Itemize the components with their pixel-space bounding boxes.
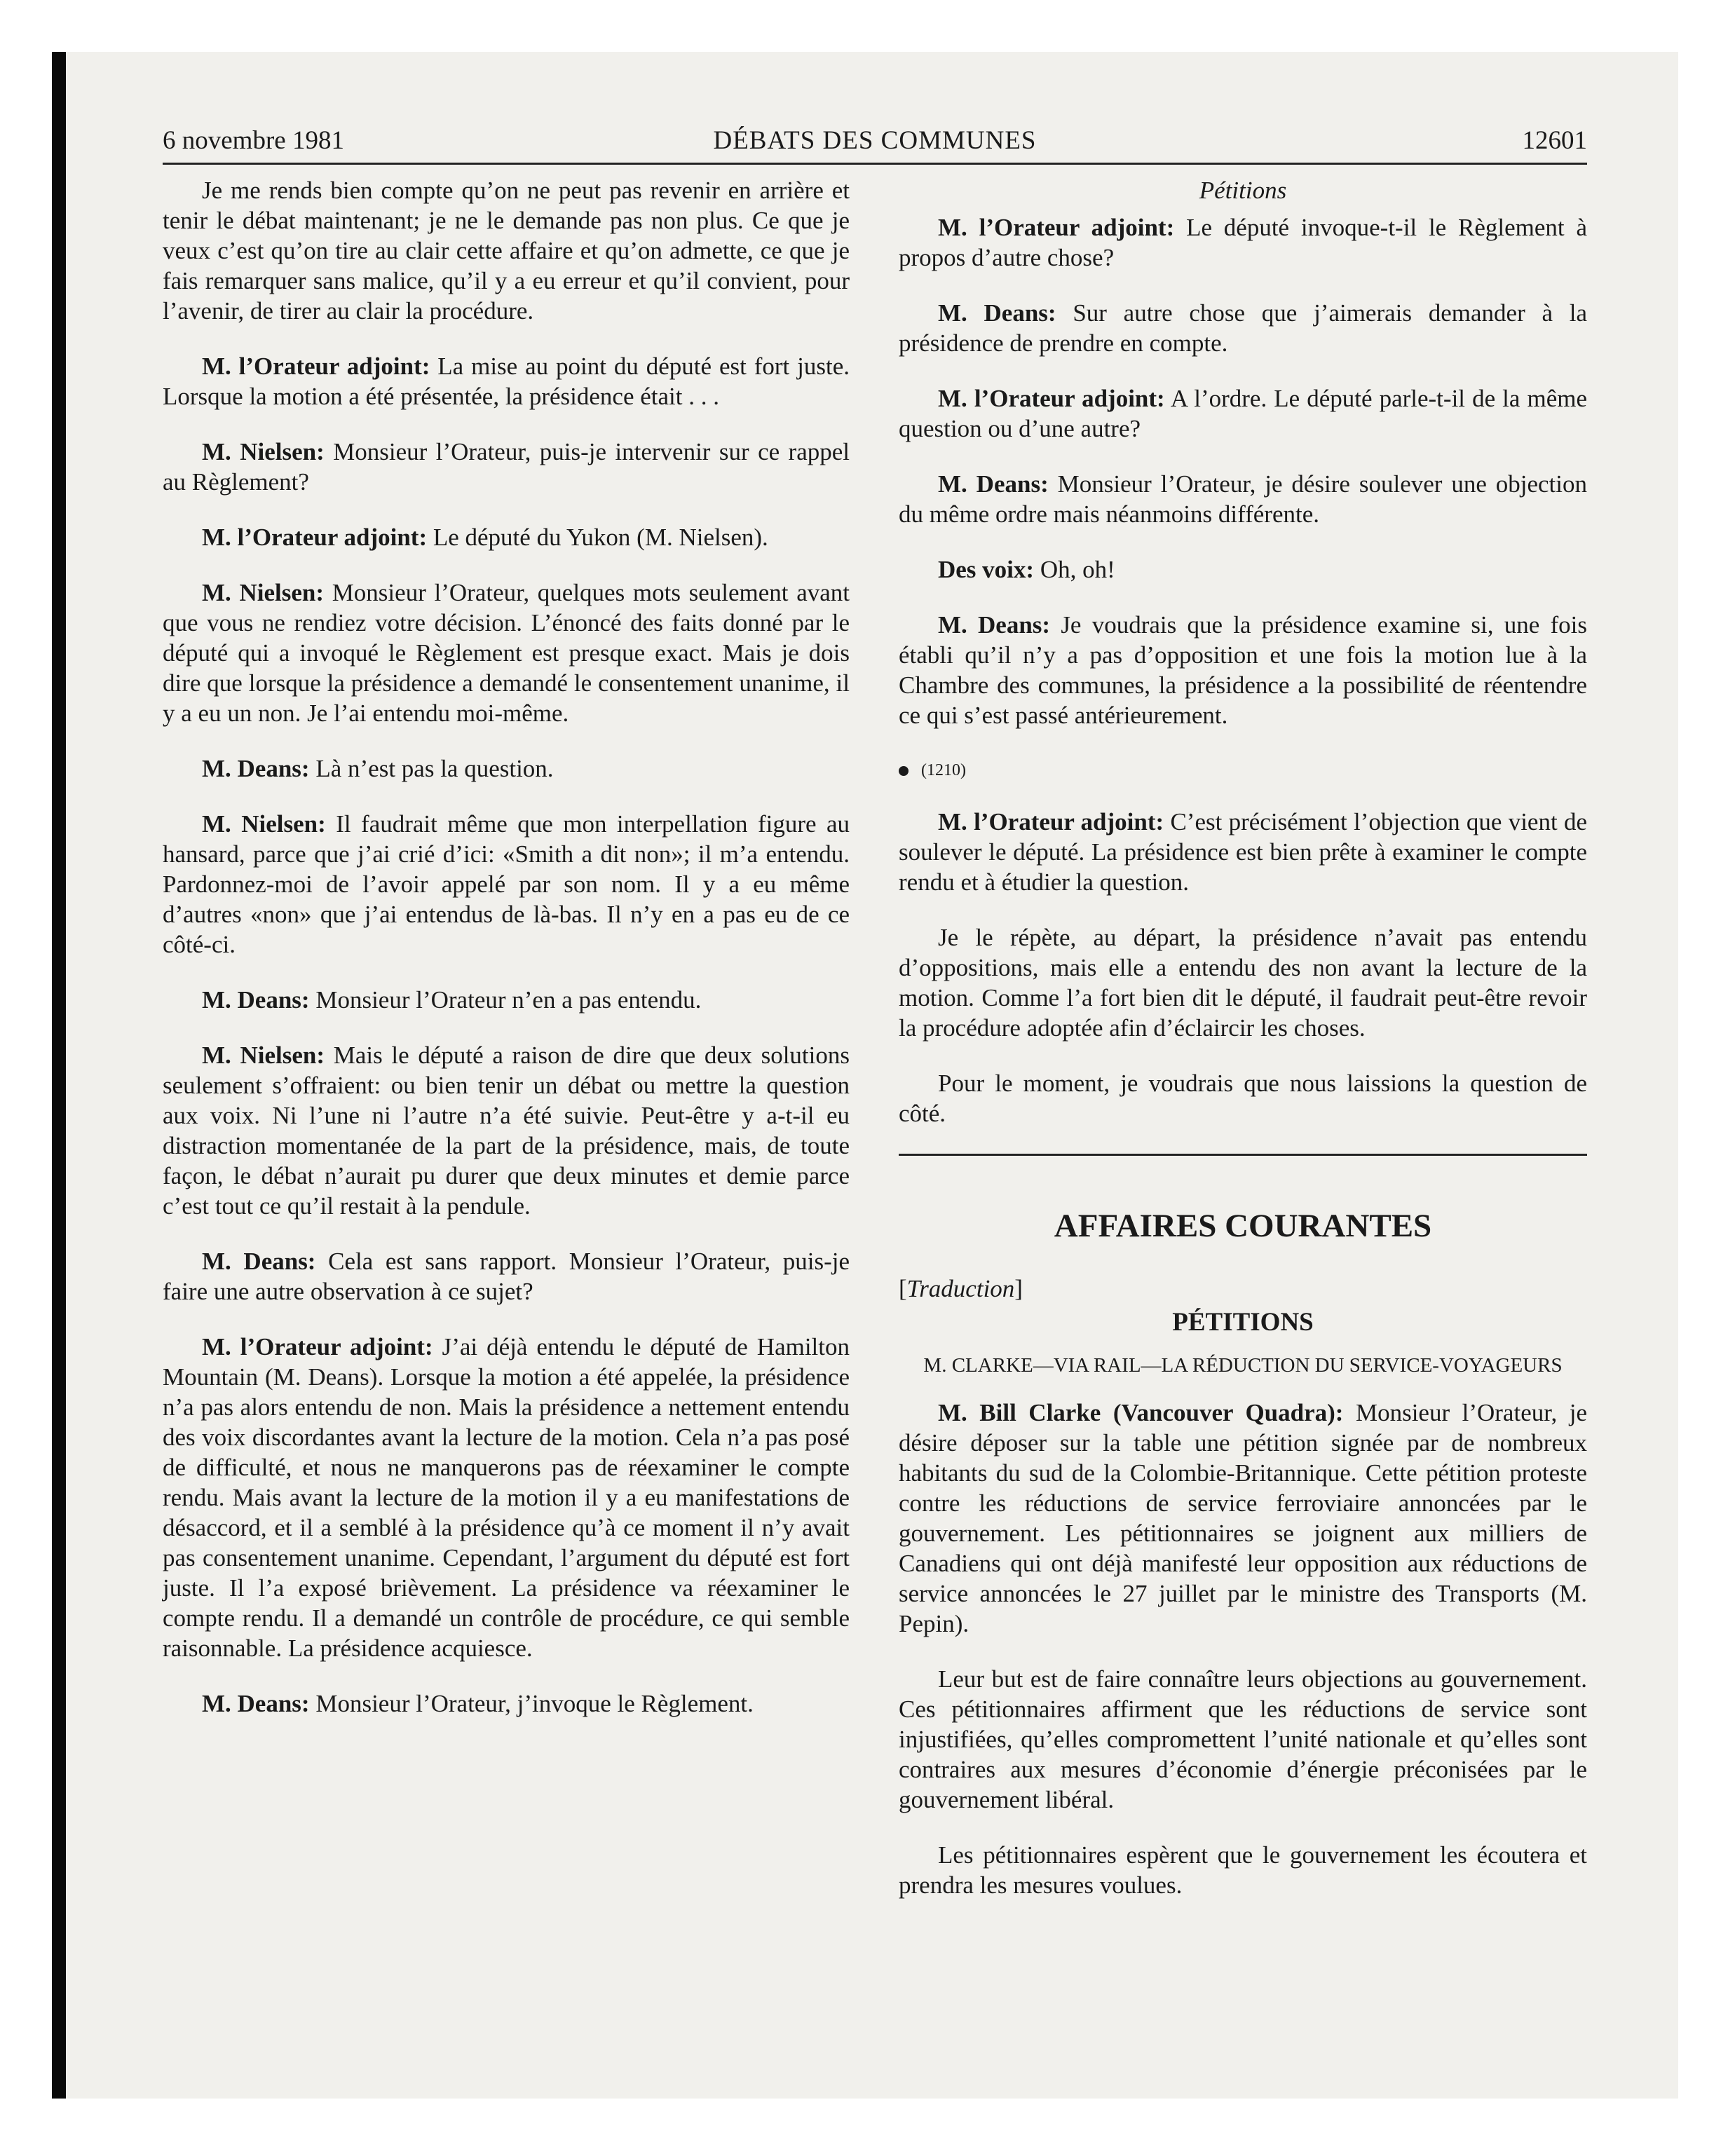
paragraph: M. l’Orateur adjoint: Le député du Yukon (M. Nielsen). bbox=[202, 524, 768, 551]
paragraph: Des voix: Oh, oh! bbox=[938, 556, 1115, 583]
speaker-name: M. Nielsen: bbox=[202, 579, 324, 606]
page-number: 12601 bbox=[1522, 126, 1587, 155]
paragraph: Leur but est de faire connaître leurs objections au gouvernement. Ces pétitionnaires affirment que les réductions de service sont injustifiées, qu’elles compromettent l’unité nationale et qu’elles sont contraires aux mesures d’économie d’énergie préconisées par le gouvernement libéral. bbox=[899, 1665, 1587, 1813]
paragraph: M. l’Orateur adjoint: Le député invoque-t-il le Règlement à propos d’autre chose? bbox=[899, 214, 1587, 271]
right-column bbox=[899, 175, 1587, 1900]
paragraph: M. Bill Clarke (Vancouver Quadra): Monsieur l’Orateur, je désire déposer sur la table une pétition signée par de nombreux habitants du sud de la Colombie-Britannique. Cette pétition proteste contre les réductions de service ferroviaire annoncées par le gouvernement. Les pétitionnaires se joignent aux milliers de Canadiens qui ont déjà manifesté leur opposition aux réductions de service annoncées le 27 juillet par le ministre des Transports (M. Pepin). bbox=[899, 1399, 1587, 1637]
translation-note: [Traduction] bbox=[899, 1275, 1023, 1302]
paragraph: M. Nielsen: Mais le député a raison de dire que deux solutions seulement s’offraient: ou bien tenir un débat ou mettre la question aux voix. Ni l’une ni l’autre n’a été suivie. Peut-être y a-t-il eu distraction momentanée de la part de la présidence, mais, de toute façon, le débat n’aurait pu durer que deux minutes et demie parce c’est tout ce qu’il restait à la pendule. bbox=[163, 1042, 850, 1220]
left-column bbox=[163, 175, 850, 1719]
section-heading: AFFAIRES COURANTES bbox=[1054, 1208, 1432, 1244]
paragraph: Les pétitionnaires espèrent que le gouvernement les écoutera et prendra les mesures voulues. bbox=[899, 1841, 1587, 1899]
paragraph: Je me rends bien compte qu’on ne peut pas revenir en arrière et tenir le débat maintenant; je ne le demande pas non plus. Ce que je veux c’est qu’on tire au clair cette affaire et qu’on admette, ce que je fais remarquer sans malice, qu’il y a eu erreur et qu’il convient, pour l’avenir, de tirer au clair la procédure. bbox=[163, 177, 850, 325]
paragraph: M. Deans: Monsieur l’Orateur, j’invoque le Règlement. bbox=[202, 1690, 754, 1717]
speaker-name: M. l’Orateur adjoint: bbox=[202, 524, 428, 551]
paragraph: M. l’Orateur adjoint: A l’ordre. Le député parle-t-il de la même question ou d’une autre? bbox=[899, 385, 1587, 442]
paragraph: M. Deans: Sur autre chose que j’aimerais demander à la présidence de prendre en compte. bbox=[899, 299, 1587, 357]
sub-heading: PÉTITIONS bbox=[1172, 1308, 1314, 1337]
paragraph: M. Nielsen: Il faudrait même que mon interpellation figure au hansard, parce que j’ai crié d’ici: «Smith a dit non»; il m’a entendu. Pardonnez-moi de l’avoir appelé par son nom. Il y a eu même d’autres «non» que j’ai entendus de là-bas. Il n’y en a pas eu de ce côté-ci. bbox=[163, 810, 850, 958]
paragraph: M. l’Orateur adjoint: C’est précisément l’objection que vient de soulever le député. La présidence est bien prête à examiner le compte rendu et à étudier la question. bbox=[899, 808, 1587, 896]
speaker-name: M. Deans: bbox=[938, 299, 1056, 327]
header-date: 6 novembre 1981 bbox=[163, 126, 344, 155]
bullet-icon bbox=[899, 766, 909, 776]
section-label: Pétitions bbox=[1199, 177, 1287, 204]
speaker-name: M. Deans: bbox=[202, 755, 310, 782]
time-marker-label: (1210) bbox=[921, 761, 966, 779]
paragraph: Je le répète, au départ, la présidence n’avait pas entendu d’oppositions, mais elle a entendu des non avant la lecture de la motion. Comme l’a fort bien dit le député, il faudrait peut-être revoir la procédure adoptée afin d’éclaircir les choses. bbox=[899, 924, 1587, 1042]
section-divider bbox=[899, 1154, 1587, 1156]
speaker-name: M. Nielsen: bbox=[202, 438, 325, 465]
petition-title: M. CLARKE—VIA RAIL—LA RÉDUCTION DU SERVICE-VOYAGEURS bbox=[923, 1354, 1563, 1377]
speaker-name: M. l’Orateur adjoint: bbox=[938, 385, 1165, 412]
paragraph: M. Deans: Je voudrais que la présidence examine si, une fois établi qu’il n’y a pas d’opposition et une fois la motion lue à la Chambre des communes, la présidence a la possibilité de réentendre ce qui s’est passé antérieurement. bbox=[899, 611, 1587, 729]
paragraph: M. Deans: Monsieur l’Orateur, je désire soulever une objection du même ordre mais néanmoins différente. bbox=[899, 470, 1588, 528]
speaker-name: M. Deans: bbox=[938, 470, 1049, 498]
speaker-name: M. l’Orateur adjoint: bbox=[938, 214, 1175, 241]
page-header bbox=[163, 123, 1587, 165]
speaker-name: M. Deans: bbox=[938, 611, 1051, 639]
time-marker bbox=[899, 756, 1587, 786]
speaker-name: M. Bill Clarke (Vancouver Quadra): bbox=[938, 1399, 1344, 1426]
paragraph: M. Deans: Là n’est pas la question. bbox=[202, 755, 554, 782]
paragraph: Pour le moment, je voudrais que nous laissions la question de côté. bbox=[899, 1070, 1587, 1127]
paragraph: M. l’Orateur adjoint: J’ai déjà entendu le député de Hamilton Mountain (M. Deans). Lorsque la motion a été appelée, la présidence n’a pas alors entendu de non. Mais la présidence a nettement entendu des voix discordantes avant la lecture de la motion. Cela n’a pas posé de difficulté, et nous ne manquerons pas de réexaminer le compte rendu. Mais avant la lecture de la motion il y a eu manifestations de désaccord, et il a semblé à la présidence qu’à ce moment il n’y avait pas consentement unanime. Cependant, l’argument du député est fort juste. Il l’a exposé brièvement. La présidence va réexaminer le compte rendu. Il a demandé un contrôle de procédure, ce qui semble raisonnable. La présidence acquiesce. bbox=[163, 1333, 850, 1662]
scan-edge bbox=[52, 52, 66, 2099]
speaker-name: M. Nielsen: bbox=[202, 1042, 325, 1069]
header-title: DÉBATS DES COMMUNES bbox=[713, 126, 1037, 155]
speaker-name: M. l’Orateur adjoint: bbox=[202, 1333, 433, 1360]
paragraph: M. Deans: Cela est sans rapport. Monsieur l’Orateur, puis-je faire une autre observation à ce sujet? bbox=[163, 1248, 850, 1305]
speaker-name: Des voix: bbox=[938, 556, 1035, 583]
speaker-name: M. l’Orateur adjoint: bbox=[938, 808, 1164, 835]
speaker-name: M. Nielsen: bbox=[202, 810, 326, 838]
speaker-name: M. Deans: bbox=[202, 1248, 316, 1275]
speaker-name: M. Deans: bbox=[202, 1690, 310, 1717]
speaker-name: M. l’Orateur adjoint: bbox=[202, 353, 430, 380]
paragraph: M. Deans: Monsieur l’Orateur n’en a pas entendu. bbox=[202, 986, 702, 1014]
paragraph: M. Nielsen: Monsieur l’Orateur, quelques mots seulement avant que vous ne rendiez votre décision. L’énoncé des faits donné par le député qui a invoqué le Règlement est presque exact. Mais je dois dire que lorsque la présidence a demandé le consentement unanime, il y a eu un non. Je l’ai entendu moi-même. bbox=[163, 579, 850, 727]
speaker-name: M. Deans: bbox=[202, 986, 310, 1014]
paragraph: M. l’Orateur adjoint: La mise au point du député est fort juste. Lorsque la motion a été présentée, la présidence était . . . bbox=[163, 353, 850, 410]
paragraph: M. Nielsen: Monsieur l’Orateur, puis-je intervenir sur ce rappel au Règlement? bbox=[163, 438, 850, 496]
